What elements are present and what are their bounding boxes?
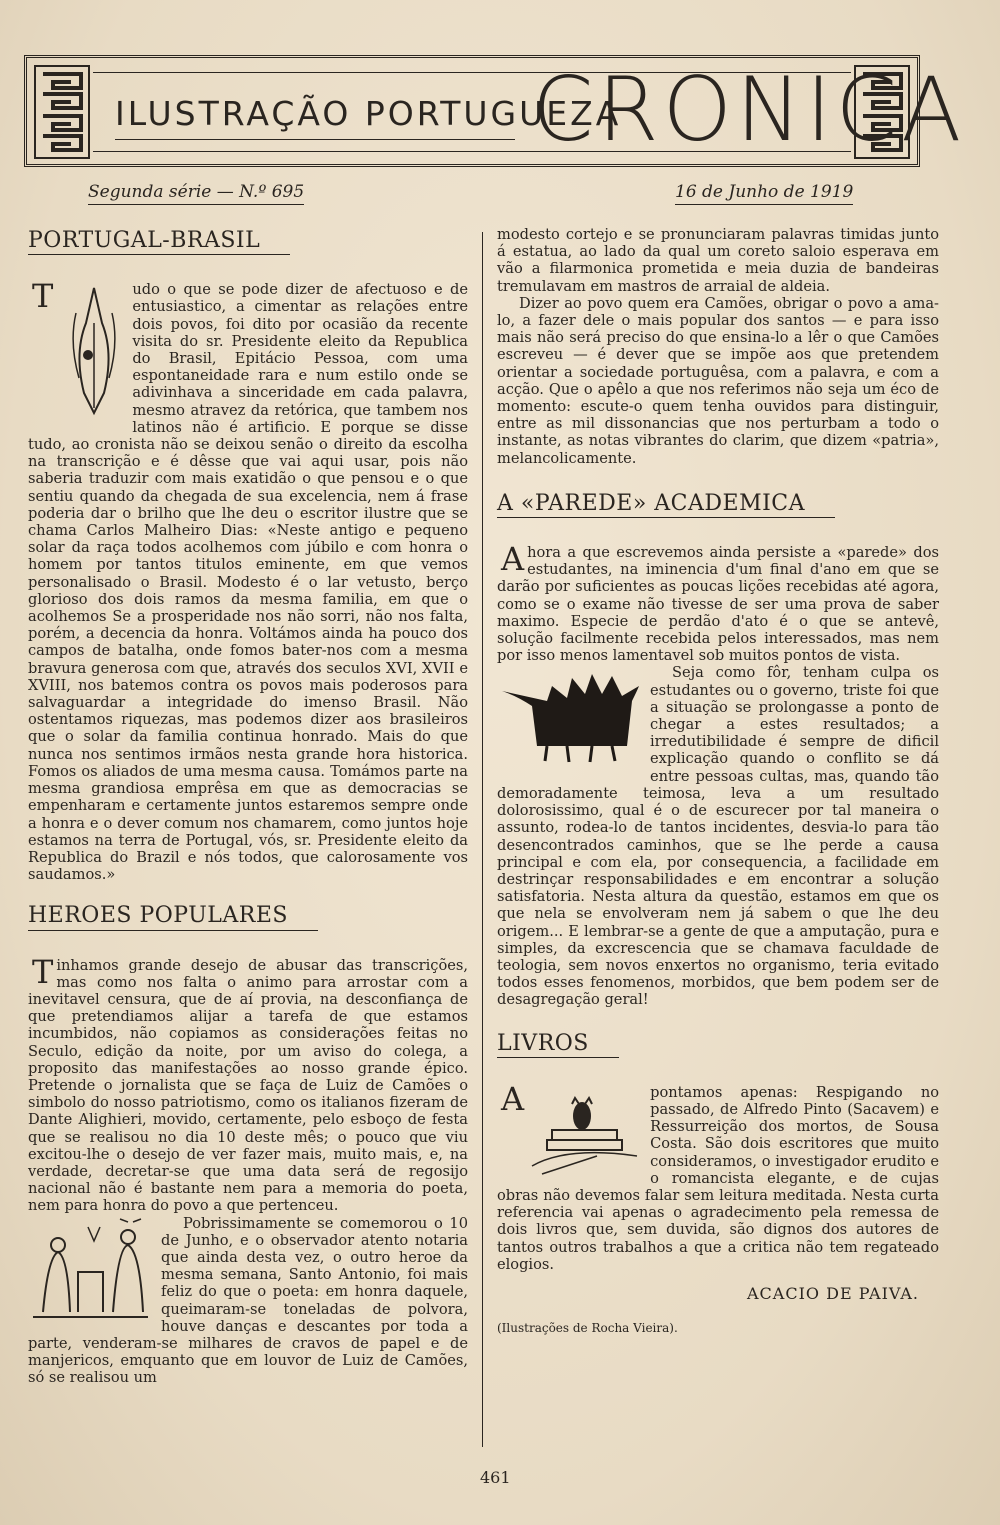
issue-number: Segunda série — N.º 695 [88, 182, 304, 205]
article-text: Pobrissimamente se comemorou o 10 de Junho, e o observador atento notaria que ainda desta vez, o outro heroe da mesma semana, Santo Antonio, foi mais feliz do que o poeta: em honra daquele, queimaram-se toneladas de polvora, houve danças e descantes por toda a parte, venderam-se milhares de cravos de papel e de manjericos, emquanto que em louvor de Luiz de Camões, só se realisou um [28, 1214, 468, 1387]
article-paragraph [28, 1215, 468, 1387]
article-text: udo o que se pode dizer de afectuoso e de entusiastico, a cimentar as relações entre dois povos, foi dito por ocasião da recente visita do sr. Presidente eleito da Republica do Brasil, Epitácio Pessoa, com uma espontaneidade rara e num estilo onde se adivinhava a sinceridade em cada palavra, mesmo atravez da retórica, que tambem nos latinos não é artificio. E porque se disse tudo, ao cronista não se deixou senão o direito da escolha na transcrição e é dêsse que vai aqui usar, pois não saberia traduzir com mais exatidão o que pensou e o que sentiu quando da chegada de sua excelencia, nem á frase poderia dar o brilho que lhe deu o escritor ilustre que se chama Carlos Malheiro Dias: «Neste antigo e pequeno solar da raça todos acolhemos com júbilo e com honra o homem por tantos titulos eminente, em que vemos personalisado o Brasil. Modesto é o lar vetusto, berço glorioso dos dois ramos da mesma familia, em que o acolhemos Se a prosperidade nos não sorri, não nos falta, porém, a decencia da honra. Voltámos ainda ha pouco dos campos de batalha, onde fomos bater-nos com a mesma bravura generosa com que, através dos seculos XVI, XVII e XVIII, nos batemos contra os povos mais poderosos para salvaguardar a integridade do imenso Brasil. Não ostentamos riquezas, mas podemos dizer aos brasileiros que o solar da familia continua honrado. Mais do que nunca nos sentimos irmãos nesta grande hora historica. Fomos os aliados de uma mesma causa. Tomámos parte na mesma grandiosa emprêsa em que as democracias se empenharam e certamente juntos estaremos sempre onde a honra e o dever comum nos chamarem, como juntos hoje estamos na terra de Portugal, vós, sr. Presidente eleito da Republica do Brazil e nós todos, que calorosamente vos saudamos.» [28, 281, 468, 884]
market-scene-illustration-icon [28, 1217, 153, 1327]
article-text: inhamos grande desejo de abusar das transcrições, mas como nos falta o animo para arrostar com a inevitavel censura, que de aí provia, na desconfiança de que pretendiamos alijar a tarefa de que estamos incumbidos, não copiamos as considerações feitas no Seculo, edição da noite, por um aviso do colega, a proposito das manifestações ao nosso grande épico. Pretende o jornalista que se faça de Luiz de Camões o simbolo do nosso patriotismo, como os italianos fizeram de Dante Alighieri, movido, certamente, pelo esboço de festa que se realisou no dia 10 deste mês; o pouco que viu excitou-lhe o desejo de ver fazer mais, muito mais, e, na verdade, decretar-se que uma data será de regosijo nacional não é bastante nem para a memoria do poeta, nem para honra do povo a que pertenceu. [28, 956, 468, 1215]
article-heading: LIVROS [497, 1035, 619, 1058]
column-divider [482, 232, 483, 1447]
author-signature: ACACIO DE PAIVA. [747, 1283, 919, 1303]
article-paragraph: modesto cortejo e se pronunciaram palavras timidas junto á estatua, ao lado da qual um coreto saloio esperava em vão a filarmonica prometida e meia duzia de bandeiras tremulavam em mastros de arraial de aldeia. [497, 226, 939, 295]
article-paragraph [28, 277, 468, 884]
masthead-subtitle: ILUSTRAÇÃO PORTUGUEZA [115, 94, 515, 140]
drop-cap: T [32, 277, 54, 316]
article-paragraph [497, 1079, 939, 1273]
article-paragraph [28, 952, 468, 1215]
illustration-credit: (Ilustrações de Rocha Vieira). [497, 1321, 678, 1336]
drop-cap: A [501, 1079, 525, 1118]
left-column [28, 228, 468, 1387]
drop-cap: T [32, 952, 54, 991]
greek-key-ornament-icon [33, 64, 91, 160]
article-text: hora a que escrevemos ainda persiste a «parede» dos estudantes, na iminencia d'um final d'ano em que se darão por suficientes as poucas lições recebidas até agora, como se o exame não tivesse de ser uma prova de saber maximo. Especie de perdão d'ato é o que se antevê, solução facilmente recebida pelos interessados, mas nem por isso menos lamentavel sob muitos pontos de vista. [497, 544, 939, 665]
article-paragraph [497, 540, 939, 665]
masthead [24, 55, 966, 167]
greek-key-ornament-icon [853, 64, 911, 160]
page-number: 461 [480, 1468, 511, 1487]
masthead-title: CRONICA [532, 58, 966, 161]
article-paragraph [497, 664, 939, 1008]
article-heading: HEROES POPULARES [28, 907, 318, 930]
owl-on-books-illustration-icon [527, 1086, 642, 1181]
article-text: Seja como fôr, tenham culpa os estudantes ou o governo, triste foi que a situação se prolongasse a ponto de chegar a estes resultados; a irredutibilidade é sempre de dificil explicação quando o conflito se dá entre pessoas cultas, mas, quando tão demoradamente teimosa, leva a um resultado dolorosissimo, qual é o de escurecer por tal maneira o assunto, rodea-lo de tantos incidentes, desvia-lo para tão desencontrados caminhos, que se lhe perde a causa principal e com ela, por consequencia, a facilidade em destrinçar responsabilidades e em encontrar a solução satisfatoria. Nesta altura da questão, estamos em que os que nela se envolveram nem já sabem o que lhe deu origem... E lembrar-se a gente de que a amputação, pura e simples, da excrescencia que se chamava faculdade de teologia, sem novos enxertos no organismo, teria evitado todos esses fenomenos, morbidos, que bem podem ser de desagregação geral! [497, 664, 939, 1009]
article-text: pontamos apenas: Respigando no passado, de Alfredo Pinto (Sacavem) e Ressurreição dos mortos, de Sousa Costa. São dois escritores que muito consideramos, o investigador erudito e o romancista elegante, e de cujas obras não devemos falar sem leitura meditada. Nesta curta referencia vai apenas o agradecimento pela remessa de dois livros que, sem duvida, são dignos dos autores de tantos outros trabalhos a que a critica não tem regateado elogios. [497, 1083, 939, 1273]
article-heading: A «PAREDE» ACADEMICA [497, 495, 835, 518]
article-paragraph: Dizer ao povo quem era Camões, obrigar o povo a ama-lo, a fazer dele o mais popular dos santos — e para isso mais não será preciso do que ensina-lo a lêr o que Camões escreveu — é dever que se impõe aos que pretendem orientar a sociedade portuguêsa, com a palavra, e com a acção. Que o apêlo a que nos referimos não seja um éco de momento: escute-o quem tenha ouvidos para distinguir, entre as mil dissonancias que nos perturbam a todo o instante, as notas vibrantes do clarim, que dizem «patria», melancolicamente. [497, 294, 939, 467]
issue-date: 16 de Junho de 1919 [675, 182, 853, 205]
right-column [497, 226, 939, 1337]
decorative-illustration-icon [64, 283, 124, 423]
drop-cap: A [501, 540, 525, 579]
students-crowd-illustration-icon [497, 666, 642, 766]
article-heading: PORTUGAL-BRASIL [28, 232, 290, 255]
